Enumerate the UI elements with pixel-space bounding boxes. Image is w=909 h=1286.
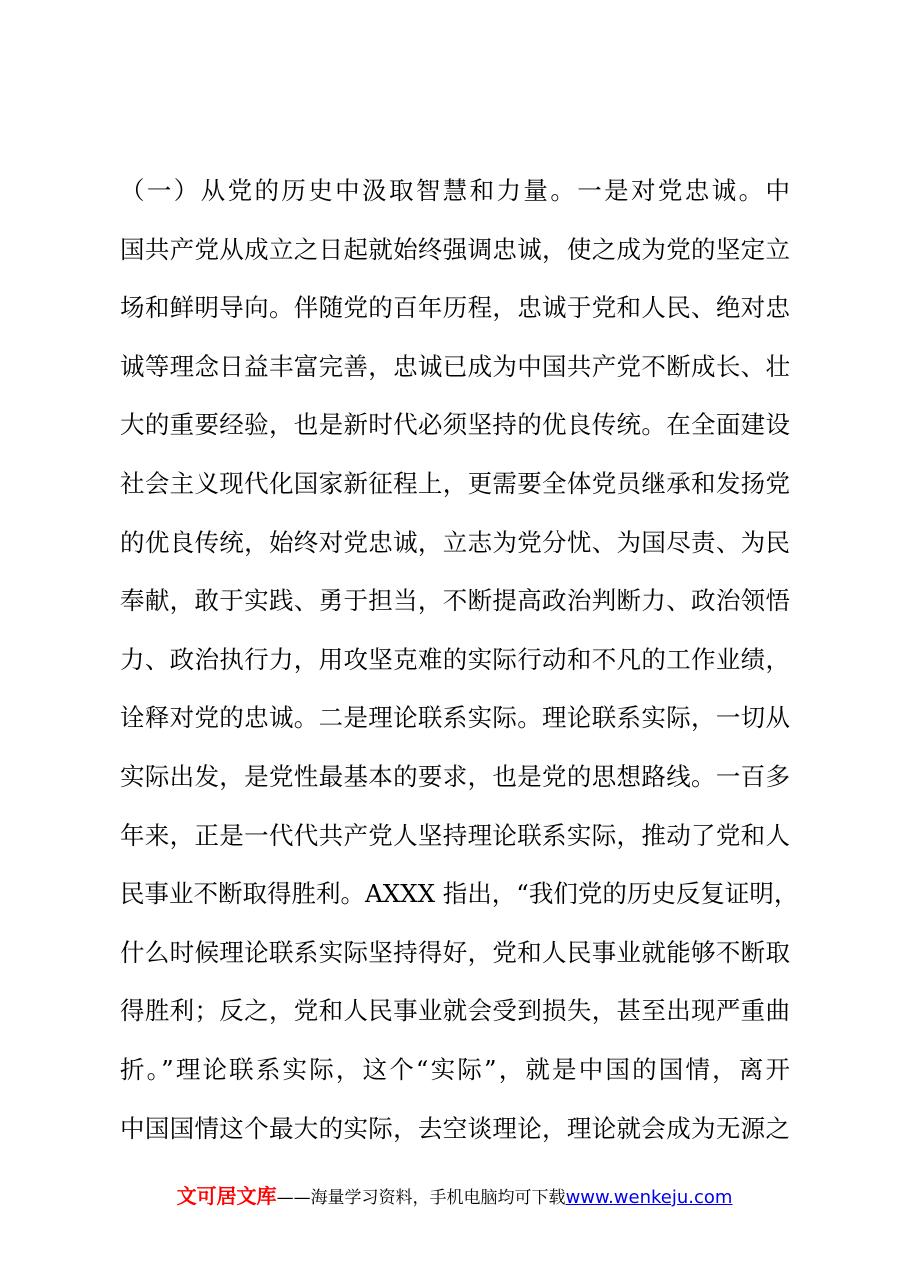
body-line: 的优良传统，始终对党忠诚，立志为党分忧、为国尽责、为民	[120, 527, 790, 557]
body-line: 实际出发，是党性最基本的要求，也是党的思想路线。一百多	[120, 761, 790, 791]
body-line: 奉献，敢于实践、勇于担当，不断提高政治判断力、政治领悟	[120, 586, 790, 616]
footer-brand: 文可居文库	[176, 1184, 277, 1208]
body-line: 社会主义现代化国家新征程上，更需要全体党员继承和发扬党	[120, 468, 790, 498]
body-line: 诚等理念日益丰富完善，忠诚已成为中国共产党不断成长、壮	[120, 351, 790, 381]
body-line: 年来，正是一代代共产党人坚持理论联系实际，推动了党和人	[120, 820, 790, 850]
body-line: 场和鲜明导向。伴随党的百年历程，忠诚于党和人民、绝对忠	[120, 293, 790, 323]
body-line: （一）从党的历史中汲取智慧和力量。一是对党忠诚。中	[120, 176, 790, 205]
body-line: 大的重要经验，也是新时代必须坚持的优良传统。在全面建设	[120, 410, 790, 440]
body-line: 民事业不断取得胜利。AXXX 指出，“我们党的历史反复证明，	[120, 879, 799, 909]
footer-slogan: ——海量学习资料，手机电脑均可下载	[276, 1188, 566, 1208]
body-line: 诠释对党的忠诚。二是理论联系实际。理论联系实际，一切从	[120, 703, 790, 733]
body-line: 什么时候理论联系实际坚持得好，党和人民事业就能够不断取	[120, 937, 790, 967]
body-line: 国共产党从成立之日起就始终强调忠诚，使之成为党的坚定立	[120, 234, 790, 264]
footer-banner	[0, 1180, 909, 1209]
document-body	[120, 162, 799, 1158]
body-line: 得胜利；反之，党和人民事业就会受到损失，甚至出现严重曲	[120, 996, 790, 1026]
body-line: 中国国情这个最大的实际，去空谈理论，理论就会成为无源之	[120, 1113, 790, 1143]
footer-url-link[interactable]: www.wenkeju.com	[565, 1187, 733, 1208]
body-line: 折。”理论联系实际，这个“实际”，就是中国的国情，离开	[120, 1054, 790, 1084]
body-line: 力、政治执行力，用攻坚克难的实际行动和不凡的工作业绩，	[120, 644, 790, 674]
